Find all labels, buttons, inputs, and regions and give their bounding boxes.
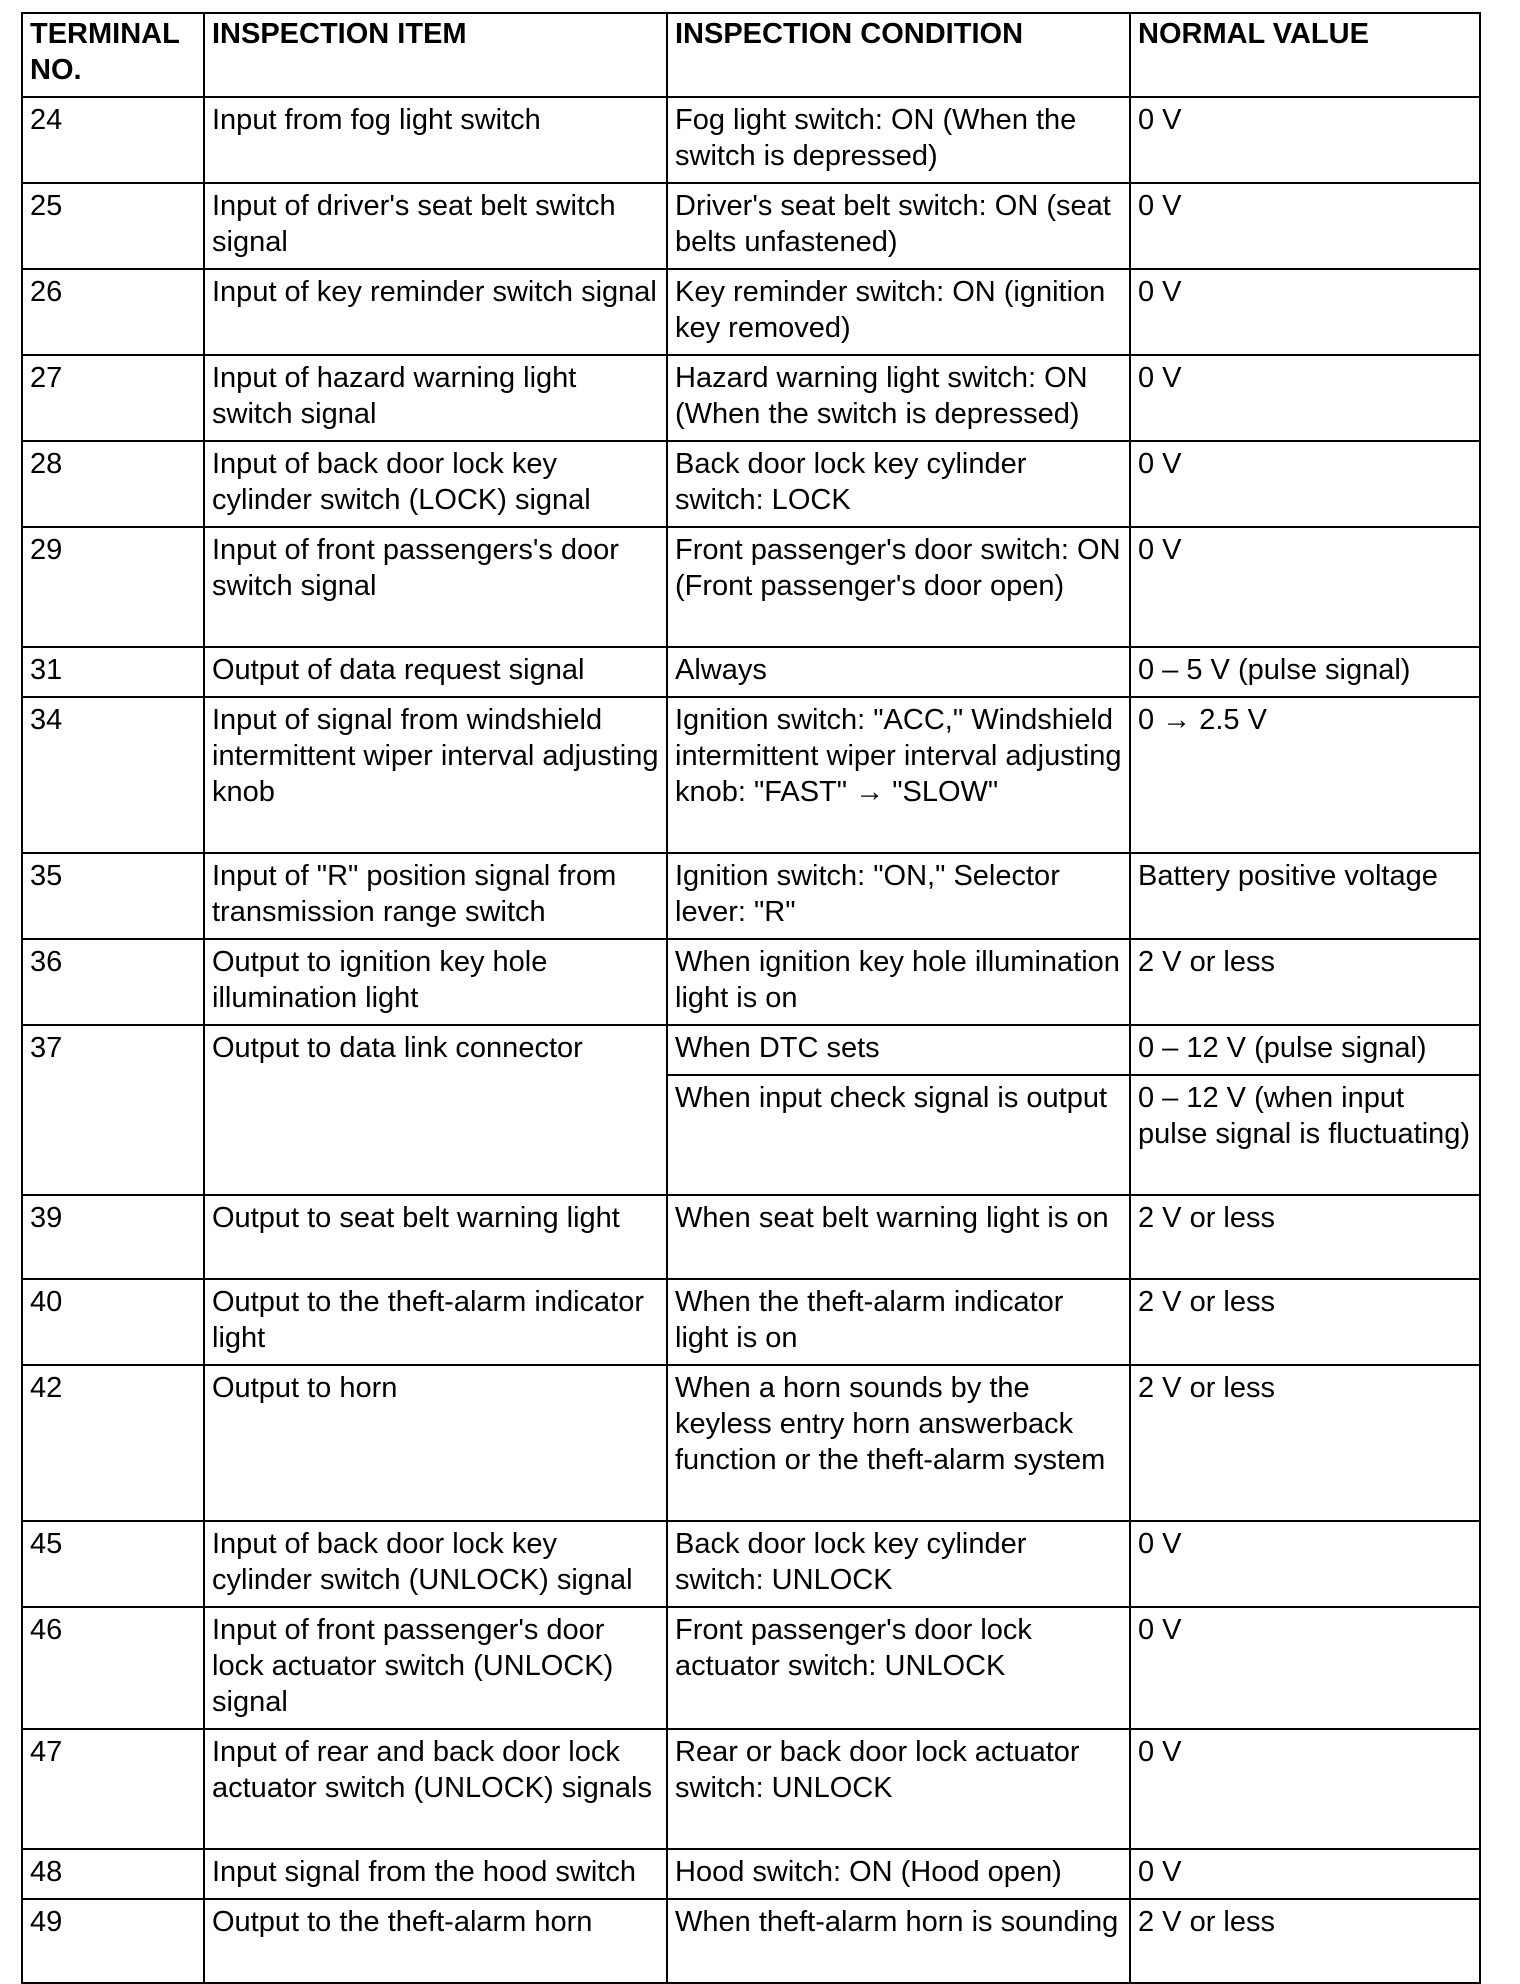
condition-cell: Hazard warning light switch: ON (When the switch is depressed) (667, 355, 1130, 441)
header-condition: INSPECTION CONDITION (667, 13, 1130, 97)
condition-cell: When seat belt warning light is on (667, 1195, 1130, 1279)
item-cell: Output to ignition key hole illumination light (204, 939, 667, 1025)
terminal-cell: 37 (22, 1025, 204, 1195)
terminal-cell: 40 (22, 1279, 204, 1365)
item-cell: Input of back door lock key cylinder switch (LOCK) signal (204, 441, 667, 527)
table-row (22, 97, 1480, 183)
condition-cell: When a horn sounds by the keyless entry horn answerback function or the theft-alarm system (667, 1365, 1130, 1521)
value-cell: 0 V (1130, 441, 1480, 527)
item-cell: Output to seat belt warning light (204, 1195, 667, 1279)
table-row (22, 441, 1480, 527)
condition-cell: Driver's seat belt switch: ON (seat belts unfastened) (667, 183, 1130, 269)
condition-cell: Key reminder switch: ON (ignition key removed) (667, 269, 1130, 355)
item-cell: Output to data link connector (204, 1025, 667, 1195)
table-row (22, 355, 1480, 441)
condition-cell: Ignition switch: "ACC," Windshield intermittent wiper interval adjusting knob: "FAST" → "SLOW" (667, 697, 1130, 853)
condition-cell: Back door lock key cylinder switch: LOCK (667, 441, 1130, 527)
value-cell: 0 V (1130, 269, 1480, 355)
item-cell: Input of front passengers's door switch signal (204, 527, 667, 647)
item-cell: Input of key reminder switch signal (204, 269, 667, 355)
terminal-cell: 28 (22, 441, 204, 527)
condition-cell: When theft-alarm horn is sounding (667, 1899, 1130, 1983)
value-cell: 0 – 12 V (pulse signal) (1130, 1025, 1480, 1075)
table-row (22, 697, 1480, 853)
condition-cell: Back door lock key cylinder switch: UNLOCK (667, 1521, 1130, 1607)
value-cell: 0 – 12 V (when input pulse signal is fluctuating) (1130, 1075, 1480, 1195)
terminal-cell: 34 (22, 697, 204, 853)
condition-cell: Rear or back door lock actuator switch: UNLOCK (667, 1729, 1130, 1849)
condition-cell: Front passenger's door switch: ON (Front passenger's door open) (667, 527, 1130, 647)
terminal-cell: 46 (22, 1607, 204, 1729)
terminal-cell: 49 (22, 1899, 204, 1983)
table-row (22, 1607, 1480, 1729)
value-cell: 2 V or less (1130, 1899, 1480, 1983)
table-row (22, 853, 1480, 939)
item-cell: Input of driver's seat belt switch signal (204, 183, 667, 269)
terminal-cell: 24 (22, 97, 204, 183)
value-cell: 2 V or less (1130, 1279, 1480, 1365)
condition-cell: Ignition switch: "ON," Selector lever: "R" (667, 853, 1130, 939)
table-row (22, 183, 1480, 269)
table-row (22, 527, 1480, 647)
item-cell: Input of signal from windshield intermittent wiper interval adjusting knob (204, 697, 667, 853)
item-cell: Output to horn (204, 1365, 667, 1521)
value-cell: 0 → 2.5 V (1130, 697, 1480, 853)
header-row (22, 13, 1480, 97)
table-row (22, 1025, 1480, 1075)
value-cell: 0 V (1130, 97, 1480, 183)
terminal-cell: 48 (22, 1849, 204, 1899)
value-cell: 0 V (1130, 183, 1480, 269)
terminal-cell: 47 (22, 1729, 204, 1849)
value-cell: 0 V (1130, 1607, 1480, 1729)
condition-cell: When input check signal is output (667, 1075, 1130, 1195)
item-cell: Output of data request signal (204, 647, 667, 697)
condition-cell: When ignition key hole illumination light is on (667, 939, 1130, 1025)
table-row (22, 1279, 1480, 1365)
terminal-cell: 36 (22, 939, 204, 1025)
value-cell: 0 V (1130, 527, 1480, 647)
header-item: INSPECTION ITEM (204, 13, 667, 97)
table-row (22, 1899, 1480, 1983)
terminal-cell: 27 (22, 355, 204, 441)
value-cell: 0 – 5 V (pulse signal) (1130, 647, 1480, 697)
condition-cell: When DTC sets (667, 1025, 1130, 1075)
item-cell: Input signal from the hood switch (204, 1849, 667, 1899)
value-cell: 2 V or less (1130, 1195, 1480, 1279)
table-row (22, 939, 1480, 1025)
table-row (22, 1365, 1480, 1521)
value-cell: 0 V (1130, 1521, 1480, 1607)
value-cell: 0 V (1130, 1729, 1480, 1849)
condition-cell: When the theft-alarm indicator light is on (667, 1279, 1130, 1365)
value-cell: 0 V (1130, 355, 1480, 441)
terminal-cell: 39 (22, 1195, 204, 1279)
header-value: NORMAL VALUE (1130, 13, 1480, 97)
terminal-cell: 25 (22, 183, 204, 269)
terminal-cell: 26 (22, 269, 204, 355)
item-cell: Input of back door lock key cylinder switch (UNLOCK) signal (204, 1521, 667, 1607)
terminal-cell: 42 (22, 1365, 204, 1521)
terminal-cell: 45 (22, 1521, 204, 1607)
item-cell: Input of rear and back door lock actuator switch (UNLOCK) signals (204, 1729, 667, 1849)
item-cell: Input of hazard warning light switch signal (204, 355, 667, 441)
value-cell: Battery positive voltage (1130, 853, 1480, 939)
table-row (22, 647, 1480, 697)
item-cell: Output to the theft-alarm indicator light (204, 1279, 667, 1365)
terminal-cell: 35 (22, 853, 204, 939)
item-cell: Output to the theft-alarm horn (204, 1899, 667, 1983)
value-cell: 2 V or less (1130, 1365, 1480, 1521)
item-cell: Input from fog light switch (204, 97, 667, 183)
table-row (22, 1521, 1480, 1607)
condition-cell: Always (667, 647, 1130, 697)
value-cell: 2 V or less (1130, 939, 1480, 1025)
header-terminal: TERMINAL NO. (22, 13, 204, 97)
item-cell: Input of "R" position signal from transmission range switch (204, 853, 667, 939)
terminal-cell: 29 (22, 527, 204, 647)
table-row (22, 1195, 1480, 1279)
table-row (22, 1849, 1480, 1899)
item-cell: Input of front passenger's door lock actuator switch (UNLOCK) signal (204, 1607, 667, 1729)
inspection-table (21, 12, 1481, 1984)
condition-cell: Fog light switch: ON (When the switch is depressed) (667, 97, 1130, 183)
table-row (22, 269, 1480, 355)
condition-cell: Hood switch: ON (Hood open) (667, 1849, 1130, 1899)
value-cell: 0 V (1130, 1849, 1480, 1899)
terminal-cell: 31 (22, 647, 204, 697)
table-row (22, 1729, 1480, 1849)
condition-cell: Front passenger's door lock actuator switch: UNLOCK (667, 1607, 1130, 1729)
